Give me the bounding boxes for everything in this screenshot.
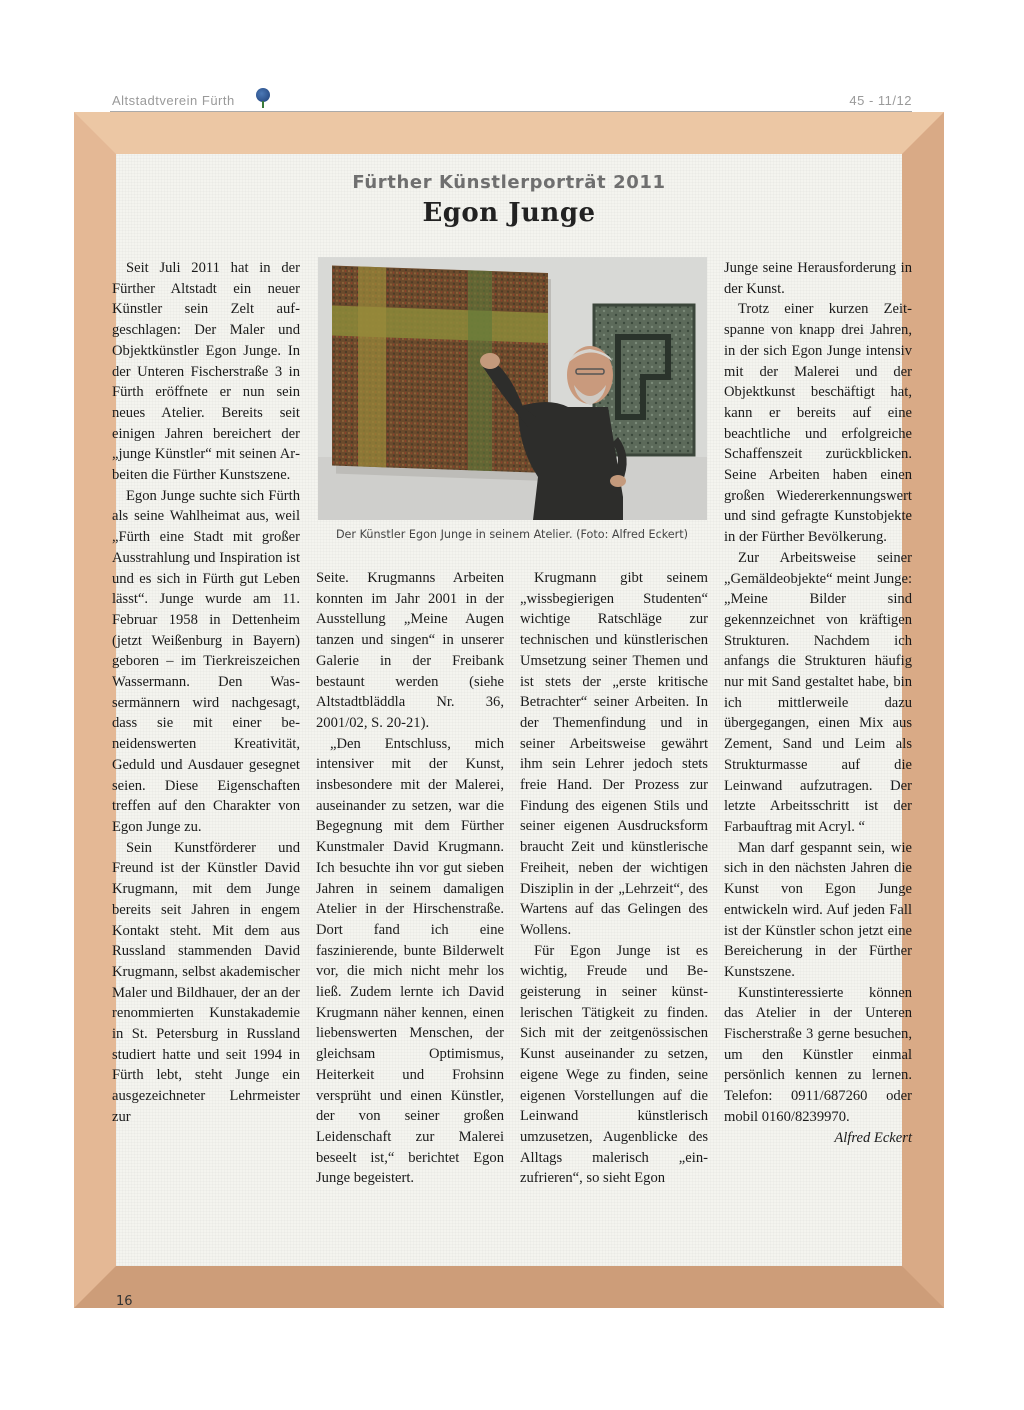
tree-logo-icon — [256, 88, 270, 102]
column-2 — [316, 568, 504, 1189]
paragraph: Trotz einer kurzen Zeitspanne von knapp drei Jahren, in der sich Egon Junge intensiv mit der Malerei und der Objektkunst beschäftigt hat, kann er bereits auf eine beachtliche und erfolgreiche Schaffenszeit zurückblicken. Seine Arbeiten haben einen großen Wiedererkennungswert und sind gefragte Kunstobjekte in der Fürther Bevölkerung. — [724, 301, 912, 546]
column-3 — [520, 568, 708, 1189]
paragraph: Zur Arbeitsweise seiner „Gemäldeobjekte“ meint Junge: „Meine Bilder sind gekennzeichnet von kräftigen Strukturen. Nachdem ich anfangs die Strukturen häufig nur mit Sand gestaltet habe, bin ich mittlerweile dazu übergegangen, einen Mix aus Zement, Sand und Leim als Strukturmasse auf die Leinwand aufzutragen. Der letzte Arbeitsschritt ist der Farbauftrag mit Acryl. “ — [724, 549, 912, 835]
page-number: 16 — [116, 1294, 133, 1309]
paragraph: Kunstinteressierte können das Atelier in der Unteren Fischerstraße 3 gerne besuchen, um den Künstler einmal persönlich kennen zu lernen. Telefon: 0911/687260 oder mobil 0160/8239970. — [724, 984, 912, 1125]
paragraph: Seit Juli 2011 hat in der Fürther Altstadt ein neuer Künstler sein Zelt aufgeschlagen: Der Maler und Objektkünstler Egon Junge. In der Unteren Fischerstraße 3 in Fürth eröffnete er nun sein neues Atelier. Bereits seit einigen Jahren bereichert der „junge Künstler“ mit seinen Arbeiten die Fürther Kunstszene. — [112, 260, 300, 484]
article-title: Egon Junge — [422, 198, 596, 228]
paragraph: Egon Junge suchte sich Fürth als seine Wahlheimat aus, weil „Fürth eine Stadt mit großer Ausstrahlung und Inspiration ist und es sich in Fürth gut Leben lässt“. Junge wurde am 11. Februar 1958 in Dettenheim (jetzt Weißenburg in Bayern) geboren – im Tierkreiszeichen Wassermann. Den Wassermännern wird nachgesagt, dass sie mit einer beneidenswerten Kreativität, Geduld und Ausdauer gesegnet seien. Diese Eigenschaften treffen auf den Charakter von Egon Junge zu. — [112, 487, 300, 835]
header-publication: Altstadtverein Fürth — [112, 93, 235, 108]
paragraph: Seite. Krugmanns Arbeiten konnten im Jahr 2001 in der Ausstellung „Meine Augen tanzen und singen“ in unserer Galerie in der Freibank bestaunt werden (siehe Altstadtbläddla Nr. 36, 2001/02, S. 20-21). — [316, 570, 504, 731]
tree-logo-stem — [262, 101, 264, 108]
paragraph: Junge seine Herausforderung in der Kunst. — [724, 260, 912, 297]
article-supertitle: Fürther Künstlerporträt 2011 — [352, 172, 666, 193]
photo-illustration — [318, 257, 707, 520]
artist-photo — [318, 257, 707, 520]
author-signature: Alfred Eckert — [834, 1129, 912, 1146]
column-1 — [112, 258, 300, 1128]
header-issue: 45 - 11/12 — [849, 93, 912, 108]
paragraph: Krugmann gibt seinem „wissbegierigen Studenten“ wichtige Ratschläge zur technischen und künstlerischen Umsetzung seiner Themen und ist stets der „erste kritische Betrachter“ seiner Arbeiten. In der Themenfindung und in seiner Arbeitsweise gewährt ihm sein Lehrer jedoch stets freie Hand. Der Prozess zur Findung des eigenen Stils und seiner eigenen Ausdrucksform braucht Zeit und künstlerische Freiheit, neben der wichtigen Disziplin in der „Lehrzeit“, des Wartens auf das Gelingen des Wollens. — [520, 570, 708, 938]
paragraph: „Den Entschluss, mich intensiver mit der Kunst, insbesondere mit der Malerei, auseinander zu setzen, war die Begegnung mit dem Fürther Kunstmaler David Krugmann. Ich besuchte ihn vor gut sieben Jahren in seinem damaligen Atelier in der Hirschenstraße. Dort fand ich eine faszinierende, bunte Bilderwelt vor, die mich nicht mehr los ließ. Zudem lernte ich David Krugmann näher kennen, einen liebenswerten Menschen, der gleichsam Optimismus, Heiterkeit und Frohsinn versprüht und einen Künstler, der von seiner großen Leidenschaft zur Malerei beseelt ist,“ berichtet Egon Junge begeistert. — [316, 735, 504, 1187]
paragraph: Für Egon Junge ist es wichtig, Freude und Begeisterung in seiner künstlerischen Tätigkeit zu finden. Sich mit der zeitgenössischen Kunst auseinander zu setzen, eigene Wege zu finden, seine eigenen Vorstellungen auf die Leinwand künstlerisch umzusetzen, Augenblicke des Alltags malerisch „einzufrieren“, so sieht Egon — [520, 942, 708, 1187]
paragraph: Man darf gespannt sein, wie sich in den nächsten Jahren die Kunst von Egon Junge entwickeln wird. Auf jeden Fall ist der Künstler schon jetzt eine Bereicherung in der Fürther Kunstszene. — [724, 839, 912, 980]
photo-caption: Der Künstler Egon Junge in seinem Atelier. (Foto: Alfred Eckert) — [335, 528, 689, 541]
paragraph: Sein Kunstförderer und Freund ist der Künstler David Krugmann, mit dem Junge bereits seit Jahren in engem Kontakt steht. Mit dem aus Russland stammenden David Krugmann, selbst akademischer Maler und Bildhauer, der an der renommierten Kunstakademie in St. Petersburg in Russland studiert hatte und seit 1994 in Fürth lebt, steht Junge ein ausgezeichneter Lehrmeister zur — [112, 839, 300, 1125]
column-4 — [724, 258, 912, 1148]
